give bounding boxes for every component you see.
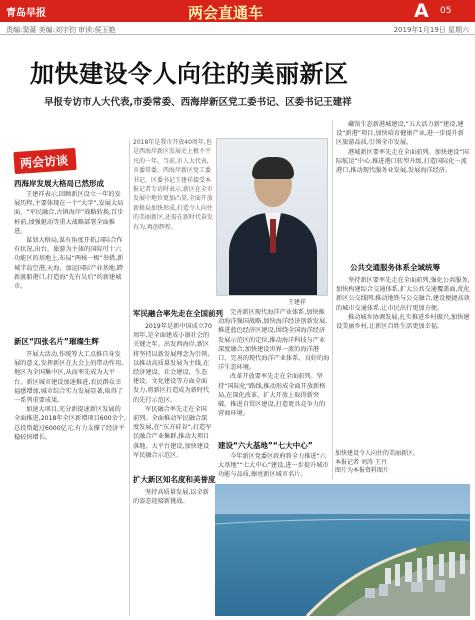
col4-text-block [218,308,330,436]
page-number: 05 [440,6,452,16]
col5-paragraph: 港城新区要率先走在全面前列。加快建设“国际航运”中心,推进港口转型升级,打造国际化一流港口,推动现代服务业发展,发展海洋经济。 [336,148,469,175]
section-title: 两会直通车 [188,4,264,22]
portrait-tie [270,219,276,253]
col4-text-block-2 [218,452,330,482]
col5-text-block-2 [336,276,470,446]
col4-paragraph: 完善新区现代海洋产业体系,加快推动海洋强国战略,加快海洋经济创新发展,推进蓝色经济区建设,围绕全国海洋经济发展示范区的定位,推动海洋科技与产业深度融合,加快建设世界一流的海洋港口、完善的现代海洋产业体系、良好的海洋生态环境。 [218,309,330,372]
col5-text-block [336,120,470,260]
col4-paragraph: 改革开放要率先走在全面前列。坚持“国际化”路线,推动形成全面开放新格局,在深化改革、扩大开放上取得新突破。推进自贸区建设,打造更具竞争力的营商环境。 [218,373,326,418]
editor-credits: 责编:窦蔷 美编:刘宇钧 审读:侯玉艳 [6,26,116,34]
paper-name: 青岛早报 [6,8,46,19]
portrait-hair [252,157,294,179]
col3-paragraph: 2019年是新中国成立70周年,是全面建成小康社会的关键之年。出发西海岸,新区将坚持以新发展理念为引领,以推动高质量发展为主线,在经济建设、社会建设、生态建设、文化建设等方面全面发力,将新区打造成为新时代的先行示范区。 [133,323,212,404]
col1-paragraph: 开展大活动,作统筹大工点推自身发展的意义,发挥新区在大会上的带动作用,地区为全国集中区,从而率先成为大平台。新区城市建设加速推进,农民群众幸福感增加,城市综合实力发展显著,取得了一系列重要成果。 [14,351,124,405]
column-divider [332,120,333,480]
intro-quote: 2018年是我市开放40周年,也是西海岸新区发展史上极不平凡的一年。当前,市人大代表,市委常委、西海岸新区党工委书记、区委书记王建祥接受本报记者专访时表示,新区在全市发展中地位更加凸显,全面开放新格局加快形成,打造令人向往的美丽新区,还需在新时代奋发有为,再创辉煌。 [133,139,213,231]
sub-headline: 早报专访市人大代表,市委常委、西海岸新区党工委书记、区委书记王建祥 [44,97,352,108]
aerial-coast-graphic [215,484,470,616]
col5-paragraph: 藏馆生态新港城建设,“五大活力新”建设,建设“新港”项目,加快培育健康产业,进一步提升新区旅游品质,引领全市发展。 [336,121,464,147]
col1-paragraph: 王建祥表示,回顾新区设立一年的发展历程,主要体现在一个“大字”,发展大局面、“军民融合,古镇海岸”战略转换,百步桩前,加强驱动等重大战略部署全面推进。 [14,191,124,235]
column-divider [129,140,130,616]
masthead [0,0,475,22]
page-letter: A [414,0,429,22]
col5-paragraph: 坚持新区要率先走在全面前列,强化公共服务,加快构建综合交通体系,扩大公共交通覆盖面,优化新区公交线网,推动地铁与公交融合,建设便捷高效的城市交通体系,让市民出行更加方便。 [336,277,470,312]
info-bar [0,23,475,35]
col1-heading: 西海岸发展大格局已然形成 [14,179,104,188]
main-headline: 加快建设令人向往的美丽新区 [30,60,349,88]
issue-date: 2019年1月19日 星期六 [393,26,469,34]
col3-heading: 军民融合率先走在全国前列 [133,309,223,318]
photo-caption [335,450,469,476]
col5-paragraph: 推动城乡协调发展,扎实推进乡村振兴,加快建设美丽乡村,让新区百姓生活更加幸福。 [336,313,470,331]
col3-text-block-2 [133,488,213,528]
col5-heading: 公共交通服务体系全域统筹 [350,263,440,272]
col3-text-block [133,322,213,470]
col1-text-block-2 [14,350,126,612]
aerial-coast-photo [215,484,470,616]
col1-text-block [14,190,126,310]
col3-paragraph: 军民融合率先走在全国前列。全面推动军民融合深度发展,在“东方硅谷”,打造军民融合产业集群,推动大项目落地、大平台建设,加快建设军民融合示范区。 [133,405,212,459]
col4-heading: 建设“六大基地”“七大中心” [218,441,313,450]
col3-heading-2: 扩大新区知名度和美誉度 [133,475,216,484]
col1-paragraph: 加速大项目,充分新提速新区发展的全面推进,2018年全区新增项目600余个,总投资超过6000亿元,有力支撑了经济平稳较快增长。 [14,406,126,441]
col1-heading-2: 新区“四张名片”璀璨生辉 [14,337,99,346]
interview-tag [13,148,76,174]
interview-tag-label: 两会访谈 [19,153,69,171]
photo-caption-sub: 图片为本报资料图片 [335,467,390,474]
photo-caption-credit: 本报记者 刘涛 王丹 [335,458,387,466]
photo-caption-text: 加快建设令人向往的美丽新区。 [335,450,420,457]
portrait-caption: 王建祥 [288,299,307,306]
portrait-photo [216,138,328,296]
col1-paragraph: 谋划大格局,谋有角度开拓,国际合作有状况,出台、旅游为主体的国际可十六功能区的基地上,布局“两核一极”举措,新城半岛空港,天海、加运国际产业基地,跨新渡船港口,打造海“先有吴后”的新建城市。 [14,237,124,291]
col4-paragraph: 今年新区党委区政府将全力推进“六大基地”“七大中心”建设,进一步提升城市功能与品质,擦亮新区城市名片。 [218,453,329,479]
col3-paragraph: 坚持高质量发展,以全新的姿态迎接新挑战。 [133,489,209,506]
